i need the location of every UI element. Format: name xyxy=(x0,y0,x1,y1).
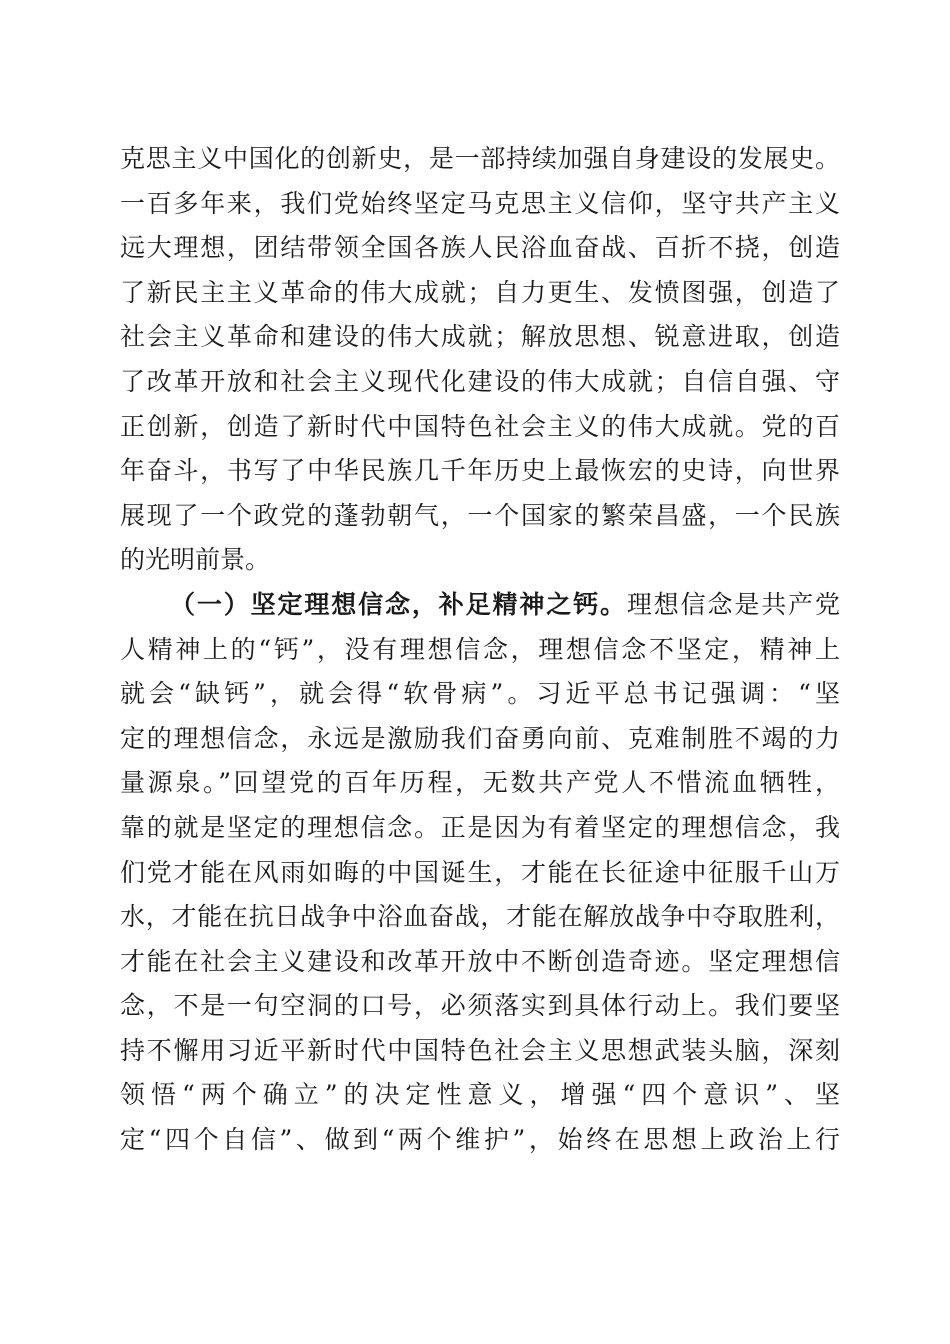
paragraph-2-first-line-text: 理想信念是共产党 xyxy=(626,589,840,619)
paragraph-2-line: 领悟“两个确立”的决定性意义，增强“四个意识”、坚 xyxy=(120,1080,840,1110)
paragraph-2-line: 人精神上的“钙”，没有理想信念，理想信念不坚定，精神上 xyxy=(120,634,840,664)
paragraph-1-line: 远大理想，团结带领全国各族人民浴血奋战、百折不挠，创造 xyxy=(120,233,840,263)
paragraph-2-line: 们党才能在风雨如晦的中国诞生，才能在长征途中征服千山万 xyxy=(120,857,840,887)
paragraph-1-line: 了改革开放和社会主义现代化建设的伟大成就；自信自强、守 xyxy=(120,366,840,396)
paragraph-1-line: 社会主义革命和建设的伟大成就；解放思想、锐意进取，创造 xyxy=(120,322,840,352)
paragraph-1-line: 正创新，创造了新时代中国特色社会主义的伟大成就。党的百 xyxy=(120,411,840,441)
paragraph-1-line: 克思主义中国化的创新史，是一部持续加强自身建设的发展史。 xyxy=(120,144,840,173)
section-heading: （一）坚定理想信念，补足精神之钙。 xyxy=(170,589,627,619)
paragraph-1-line: 年奋斗，书写了中华民族几千年历史上最恢宏的史诗，向世界 xyxy=(120,456,840,486)
paragraph-2-line: 才能在社会主义建设和改革开放中不断创造奇迹。坚定理想信 xyxy=(120,946,840,976)
paragraph-2-line: 水，才能在抗日战争中浴血奋战，才能在解放战争中夺取胜利， xyxy=(120,902,840,932)
paragraph-2-line: 就会“缺钙”，就会得“软骨病”。习近平总书记强调：“坚 xyxy=(120,679,840,709)
paragraph-2-first-line xyxy=(120,583,840,628)
paragraph-2-line: 靠的就是坚定的理想信念。正是因为有着坚定的理想信念，我 xyxy=(120,812,840,842)
paragraph-1-line: 的光明前景。 xyxy=(120,545,271,575)
paragraph-2-line: 定“四个自信”、做到“两个维护”，始终在思想上政治上行 xyxy=(120,1125,840,1155)
paragraph-2-line: 念，不是一句空洞的口号，必须落实到具体行动上。我们要坚 xyxy=(120,991,840,1021)
paragraph-2-line: 持不懈用习近平新时代中国特色社会主义思想武装头脑，深刻 xyxy=(120,1035,840,1065)
paragraph-1-line: 展现了一个政党的蓬勃朝气，一个国家的繁荣昌盛，一个民族 xyxy=(120,500,840,530)
paragraph-1-line: 一百多年来，我们党始终坚定马克思主义信仰，坚守共产主义 xyxy=(120,188,840,218)
paragraph-1-line: 了新民主主义革命的伟大成就；自力更生、发愤图强，创造了 xyxy=(120,277,840,307)
paragraph-2-line: 定的理想信念，永远是激励我们奋勇向前、克难制胜不竭的力 xyxy=(120,723,840,753)
document-body xyxy=(120,137,840,1163)
paragraph-2-line: 量源泉。”回望党的百年历程，无数共产党人不惜流血牺牲， xyxy=(120,768,840,798)
